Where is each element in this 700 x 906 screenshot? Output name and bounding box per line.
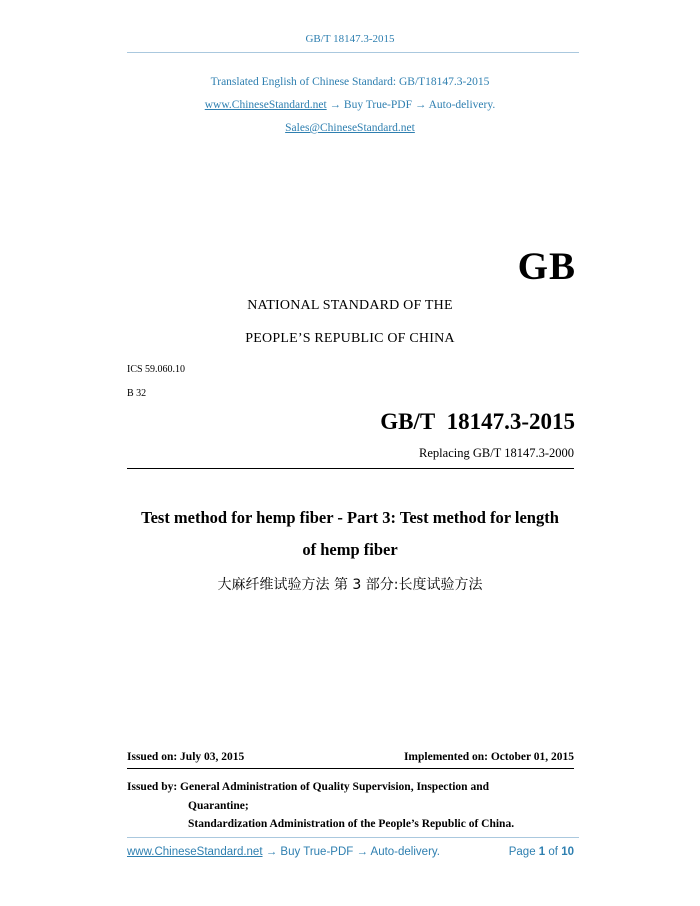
page-footer	[127, 846, 574, 858]
buy-text: → Buy True-PDF → Auto-delivery.	[326, 99, 496, 111]
purchase-notice	[0, 99, 700, 111]
issue-dates-row	[127, 751, 574, 763]
footer-buy-text: → Buy True-PDF → Auto-delivery.	[262, 846, 440, 858]
english-title-line2: of hemp fiber	[302, 540, 398, 559]
issued-by-block	[127, 778, 587, 834]
running-header: GB/T 18147.3-2015	[305, 33, 395, 45]
page-indicator	[509, 846, 574, 858]
page-current: 1	[538, 846, 546, 858]
page-total: 10	[561, 846, 574, 858]
page-of: of	[548, 846, 558, 858]
chinese-title: 大麻纤维试验方法 第 3 部分:长度试验方法	[217, 577, 483, 593]
ccs-code: B 32	[127, 388, 147, 399]
issued-by-line3: Standardization Administration of the People’s Republic of China.	[188, 818, 515, 830]
gb-logo: GB	[517, 245, 576, 288]
replacing-note: Replacing GB/T 18147.3-2000	[419, 446, 574, 460]
ics-code: ICS 59.060.10	[127, 364, 186, 375]
page-label: Page	[508, 846, 536, 858]
issued-by-line2: Quarantine;	[188, 799, 249, 812]
national-standard-line1: NATIONAL STANDARD OF THE	[247, 298, 453, 313]
footer-divider	[127, 837, 579, 838]
email-line	[0, 122, 700, 134]
standard-number: GB/T 18147.3-2015	[380, 409, 575, 434]
issue-divider	[127, 768, 574, 769]
header-divider	[127, 52, 579, 53]
footer-site-link[interactable]: www.ChineseStandard.net	[127, 846, 263, 858]
email-link[interactable]: Sales@ChineseStandard.net	[285, 122, 415, 134]
english-title-line1: Test method for hemp fiber - Part 3: Test method for length	[141, 508, 559, 527]
implemented-on: Implemented on: October 01, 2015	[403, 751, 574, 763]
site-link[interactable]: www.ChineseStandard.net	[204, 99, 327, 111]
national-standard-line2: PEOPLE’S REPUBLIC OF CHINA	[245, 331, 455, 346]
issued-by-line1: Issued by: General Administration of Quality Supervision, Inspection and	[127, 781, 489, 793]
translated-note: Translated English of Chinese Standard: GB/T18147.3-2015	[210, 76, 490, 88]
title-divider	[127, 468, 574, 469]
issued-on: Issued on: July 03, 2015	[127, 751, 245, 763]
